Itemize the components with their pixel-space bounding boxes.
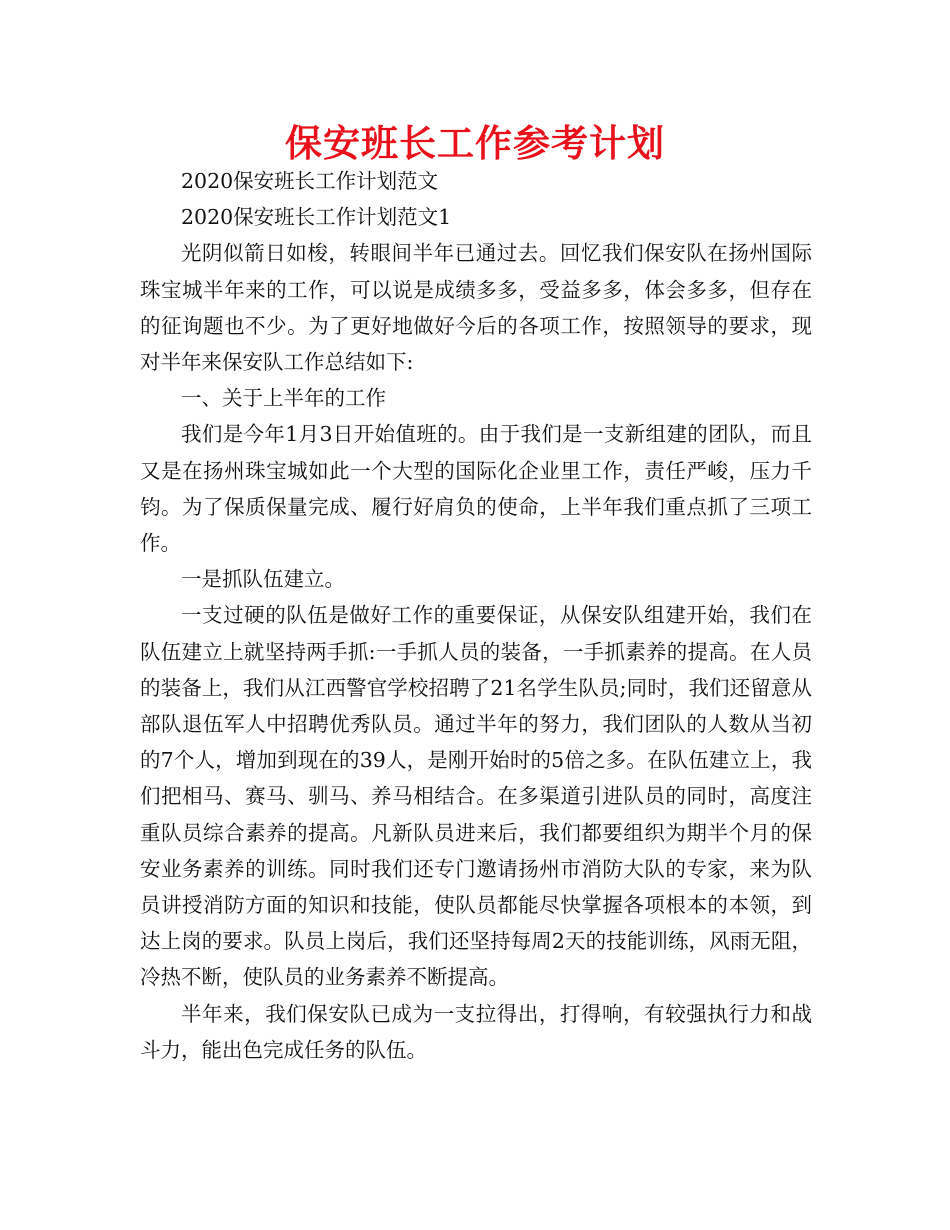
- section-heading: 一是抓队伍建立。: [181, 567, 345, 592]
- section-heading: 一、关于上半年的工作: [181, 386, 386, 411]
- subtitle-paragraph: 2020保安班长工作计划范文: [181, 169, 439, 193]
- body-paragraph: 一支过硬的队伍是做好工作的重要保证，从保安队组建开始，我们在队伍建立上就坚持两手抓:一手抓人员的装备，一手抓素养的提高。在人员的装备上，我们从江西警官学校招聘了21名学生队员;同时，我们还留意从部队退伍军人中招聘优秀队员。通过半年的努力，我们团队的人数从当初的7个人，增加到现在的39人，是刚开始时的5倍之多。在队伍建立上，我们把相马、赛马、驯马、养马相结合。在多渠道引进队员的同时，高度注重队员综合素养的提高。凡新队员进来后，我们都要组织为期半个月的保安业务素养的训练。同时我们还专门邀请扬州市消防大队的专家，来为队员讲授消防方面的知识和技能，使队员都能尽快掌握各项根本的本领，到达上岗的要求。队员上岗后，我们还坚持每周2天的技能训练，风雨无阻，冷热不断，使队员的业务素养不断提高。: [140, 603, 812, 990]
- body-paragraph: 光阴似箭日如梭，转眼间半年已通过去。回忆我们保安队在扬州国际珠宝城半年来的工作，可以说是成绩多多，受益多多，体会多多，但存在的征询题也不少。为了更好地做好今后的各项工作，按照领导的要求，现对半年来保安队工作总结如下:: [140, 241, 812, 375]
- body-paragraph: 半年来，我们保安队已成为一支拉得出，打得响，有较强执行力和战斗力，能出色完成任务的队伍。: [140, 1001, 812, 1062]
- body-paragraph: 我们是今年1月3日开始值班的。由于我们是一支新组建的团队，而且又是在扬州珠宝城如此一个大型的国际化企业里工作，责任严峻，压力千钧。为了保质保量完成、履行好肩负的使命，上半年我们重点抓了三项工作。: [140, 422, 812, 556]
- document-body: [140, 163, 812, 1068]
- subtitle-paragraph: 2020保安班长工作计划范文1: [181, 205, 452, 230]
- document-title: 保安班长工作参考计划: [285, 122, 665, 165]
